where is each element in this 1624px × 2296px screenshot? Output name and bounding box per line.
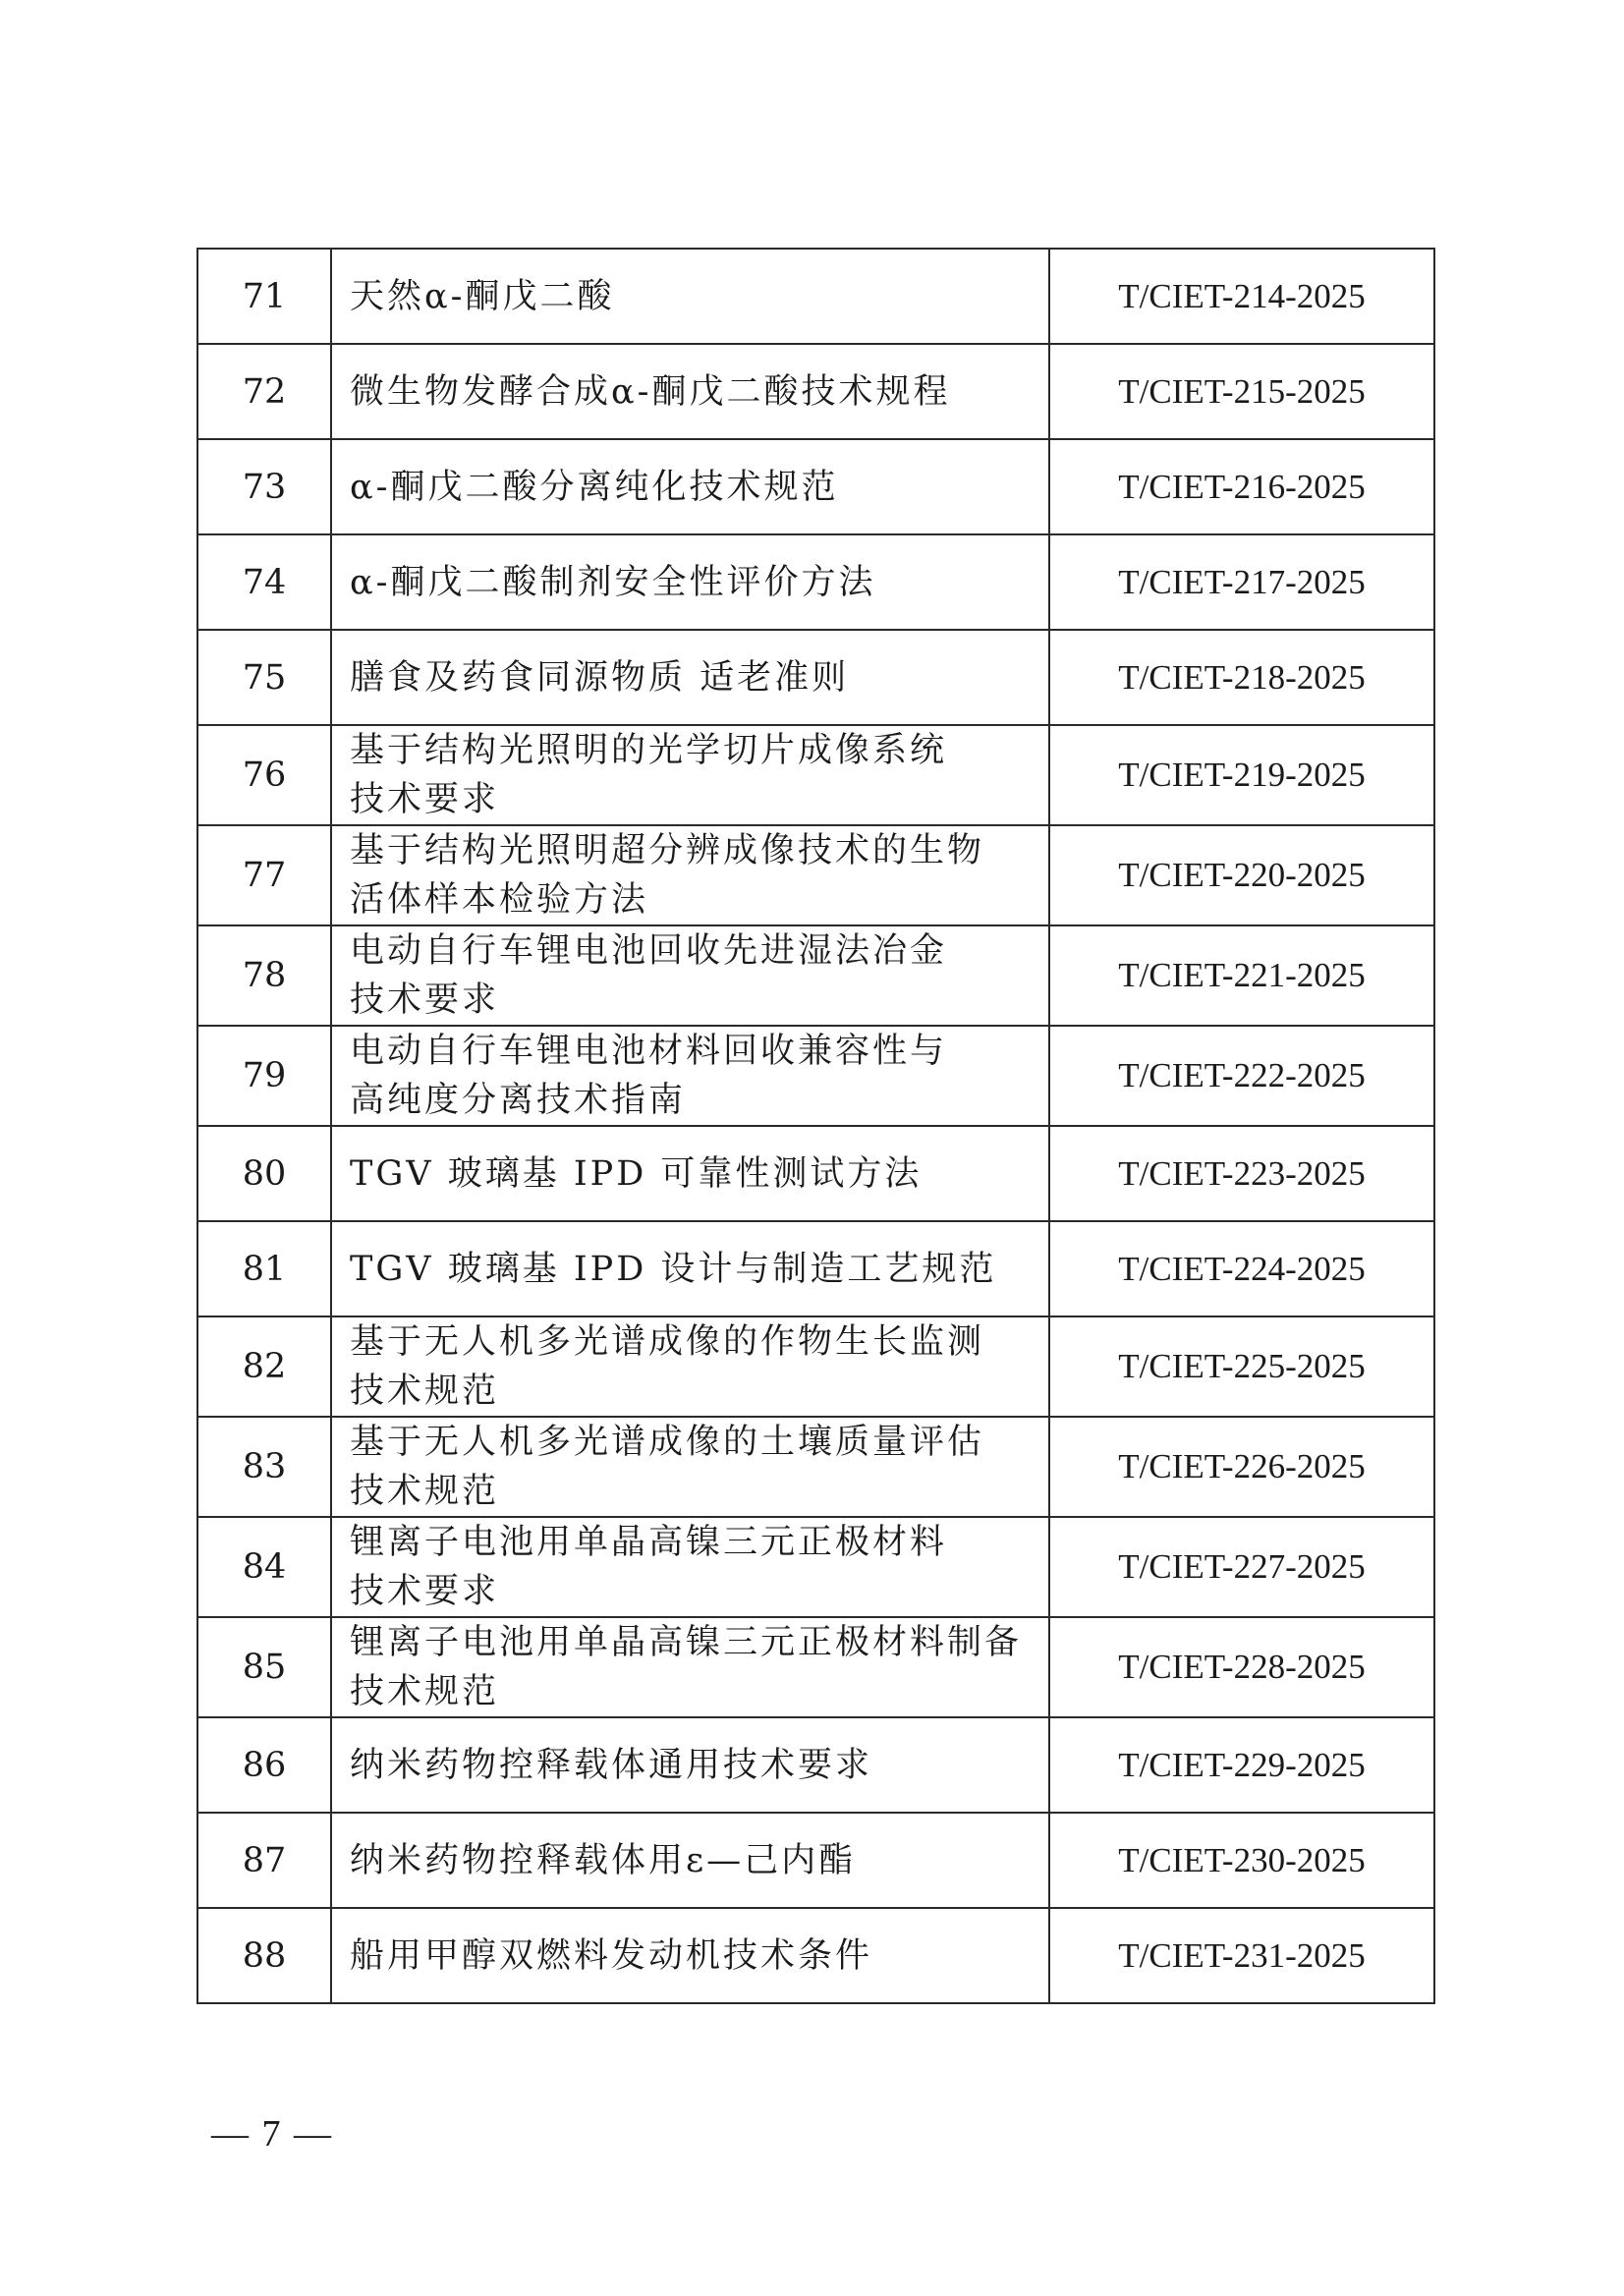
standard-code: T/CIET-219-2025 (1049, 725, 1434, 825)
table-row (197, 1813, 1434, 1908)
standard-code: T/CIET-214-2025 (1049, 249, 1434, 344)
row-number: 86 (197, 1717, 331, 1813)
standard-code: T/CIET-215-2025 (1049, 344, 1434, 439)
row-number: 77 (197, 825, 331, 925)
standard-code: T/CIET-228-2025 (1049, 1617, 1434, 1717)
row-number: 88 (197, 1908, 331, 2003)
table-row (197, 439, 1434, 534)
table-row (197, 1221, 1434, 1316)
table-row (197, 825, 1434, 925)
standard-name: 锂离子电池用单晶高镍三元正极材料制备 技术规范 (331, 1617, 1049, 1717)
standard-code: T/CIET-225-2025 (1049, 1316, 1434, 1417)
table-row (197, 925, 1434, 1026)
standard-name: 基于结构光照明超分辨成像技术的生物 活体样本检验方法 (331, 825, 1049, 925)
row-number: 73 (197, 439, 331, 534)
standard-code: T/CIET-218-2025 (1049, 630, 1434, 725)
row-number: 80 (197, 1126, 331, 1221)
standard-name: 电动自行车锂电池回收先进湿法冶金 技术要求 (331, 925, 1049, 1026)
standard-name: 天然α-酮戊二酸 (331, 249, 1049, 344)
standard-code: T/CIET-222-2025 (1049, 1026, 1434, 1126)
row-number: 74 (197, 534, 331, 630)
standard-name: 锂离子电池用单晶高镍三元正极材料 技术要求 (331, 1517, 1049, 1617)
standard-code: T/CIET-216-2025 (1049, 439, 1434, 534)
standard-code: T/CIET-220-2025 (1049, 825, 1434, 925)
table-row (197, 1908, 1434, 2003)
standard-name: 电动自行车锂电池材料回收兼容性与 高纯度分离技术指南 (331, 1026, 1049, 1126)
standard-code: T/CIET-217-2025 (1049, 534, 1434, 630)
standard-name: 基于无人机多光谱成像的土壤质量评估 技术规范 (331, 1417, 1049, 1517)
standard-code: T/CIET-224-2025 (1049, 1221, 1434, 1316)
row-number: 84 (197, 1517, 331, 1617)
standard-name: TGV 玻璃基 IPD 设计与制造工艺规范 (331, 1221, 1049, 1316)
table-row (197, 249, 1434, 344)
row-number: 72 (197, 344, 331, 439)
row-number: 85 (197, 1617, 331, 1717)
table-row (197, 630, 1434, 725)
table-row (197, 534, 1434, 630)
standard-name: TGV 玻璃基 IPD 可靠性测试方法 (331, 1126, 1049, 1221)
table-row (197, 1717, 1434, 1813)
standard-name: α-酮戊二酸分离纯化技术规范 (331, 439, 1049, 534)
standard-code: T/CIET-231-2025 (1049, 1908, 1434, 2003)
table-row (197, 725, 1434, 825)
standard-code: T/CIET-229-2025 (1049, 1717, 1434, 1813)
row-number: 83 (197, 1417, 331, 1517)
standard-name: 基于无人机多光谱成像的作物生长监测 技术规范 (331, 1316, 1049, 1417)
row-number: 71 (197, 249, 331, 344)
page-number: — 7 — (211, 2113, 333, 2155)
table-row (197, 1517, 1434, 1617)
row-number: 75 (197, 630, 331, 725)
standard-name: 船用甲醇双燃料发动机技术条件 (331, 1908, 1049, 2003)
standard-name: 纳米药物控释载体通用技术要求 (331, 1717, 1049, 1813)
standard-name: 基于结构光照明的光学切片成像系统 技术要求 (331, 725, 1049, 825)
table-row (197, 1126, 1434, 1221)
standard-name: α-酮戊二酸制剂安全性评价方法 (331, 534, 1049, 630)
table-row (197, 1026, 1434, 1126)
row-number: 81 (197, 1221, 331, 1316)
standard-code: T/CIET-230-2025 (1049, 1813, 1434, 1908)
standard-code: T/CIET-223-2025 (1049, 1126, 1434, 1221)
row-number: 82 (197, 1316, 331, 1417)
row-number: 78 (197, 925, 331, 1026)
standard-code: T/CIET-221-2025 (1049, 925, 1434, 1026)
row-number: 76 (197, 725, 331, 825)
table-row (197, 344, 1434, 439)
table-row (197, 1417, 1434, 1517)
standard-name: 微生物发酵合成α-酮戊二酸技术规程 (331, 344, 1049, 439)
table-row (197, 1617, 1434, 1717)
standard-name: 纳米药物控释载体用ε—己内酯 (331, 1813, 1049, 1908)
standards-table (196, 248, 1435, 2004)
table-row (197, 1316, 1434, 1417)
row-number: 87 (197, 1813, 331, 1908)
standard-name: 膳食及药食同源物质 适老准则 (331, 630, 1049, 725)
standard-code: T/CIET-227-2025 (1049, 1517, 1434, 1617)
standard-code: T/CIET-226-2025 (1049, 1417, 1434, 1517)
row-number: 79 (197, 1026, 331, 1126)
